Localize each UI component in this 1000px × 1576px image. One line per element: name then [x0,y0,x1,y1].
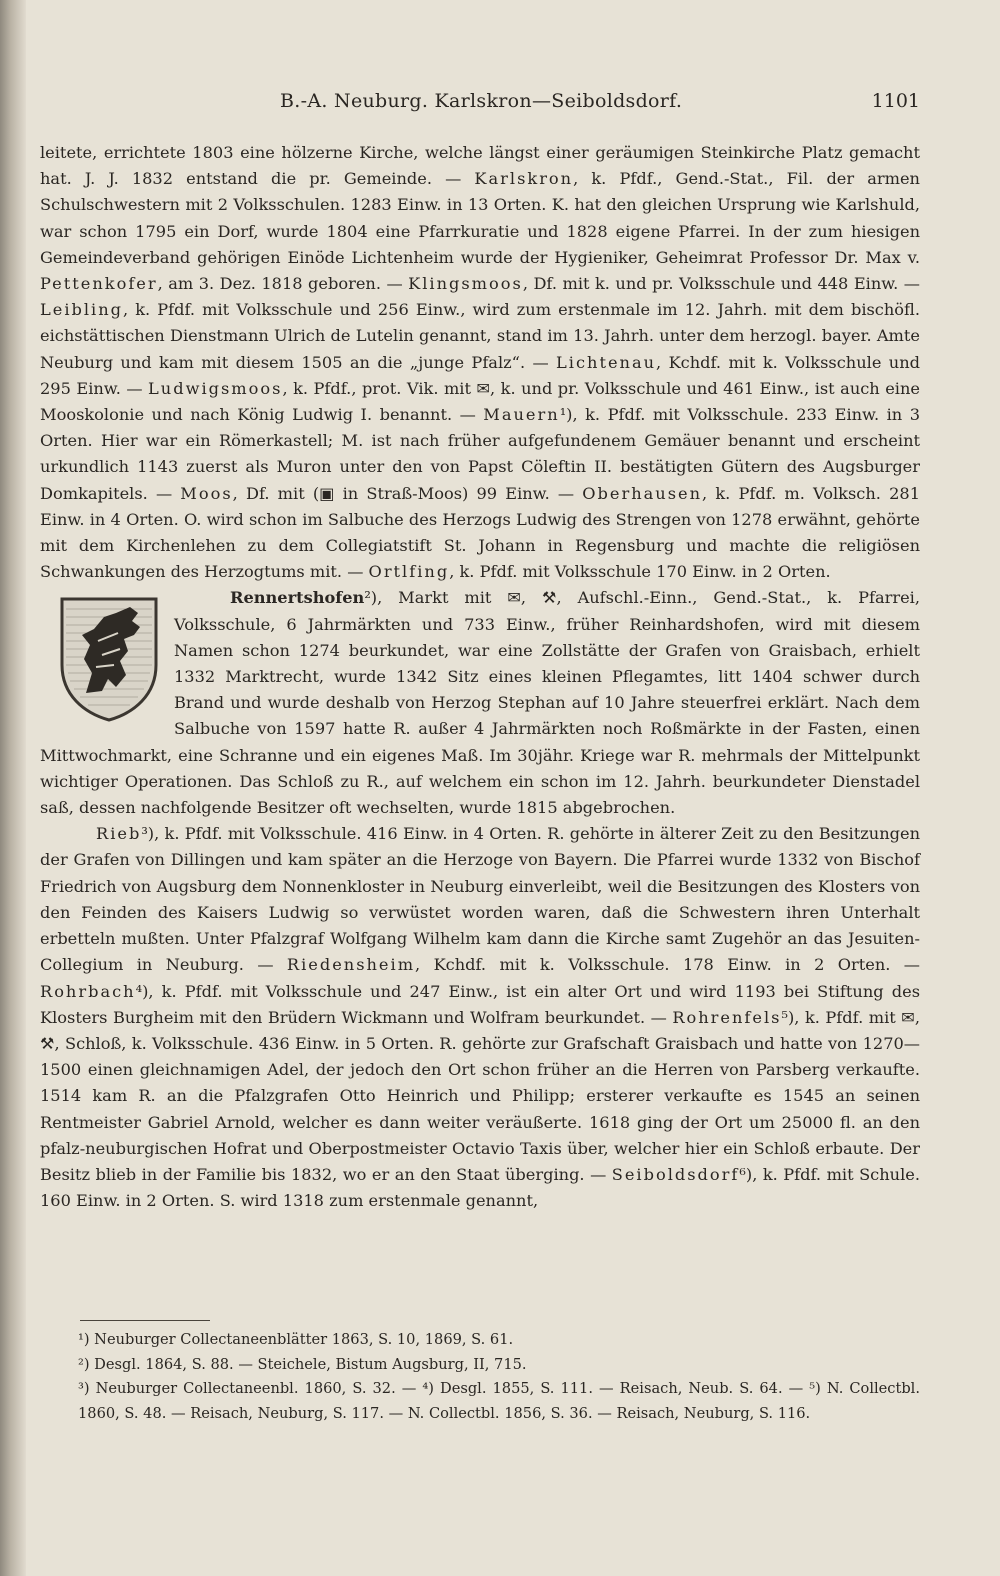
place-name: Ortlfing [368,562,450,582]
text-run: ⁴), k. Pfdf. mit Volksschule und 247 Einw., ist ein alter Ort und wird 1193 bei Stiftung des Klosters Burgheim mit den Brüdern Wickmann und Wolfram beurkundet. — [40,981,920,1027]
place-name: Klingsmoos [408,274,523,294]
paragraph-rieb [40,821,920,1214]
text-run: , Df. mit (▣ in Straß-Moos) 99 Einw. — [232,483,583,503]
place-name: Ludwigsmoos [148,378,283,398]
running-header [40,90,920,120]
place-name: Mauern [483,405,560,425]
text-run: , k. Pfdf. m. Volksch. 281 Einw. in 4 Orten. O. wird schon im Salbuche des Herzogs Ludwig des Strengen von 1278 erwähnt, gehörte mit dem Kirchenlehen zu dem Collegiatstift St. Johann in Regensburg und machte die religiösen Schwankungen des Herzogtums mit. — [40,483,920,582]
heraldic-shield-icon [58,595,160,723]
footnote-rule [80,1320,210,1321]
text-run: ⁶), k. Pfdf. mit Schule. 160 Einw. in 2 Orten. S. wird 1318 zum erstenmale genannt, [40,1164,920,1211]
place-name: Leibling [40,300,124,320]
text-run: ³), k. Pfdf. mit Volksschule. 416 Einw. in 4 Orten. R. gehörte in älterer Zeit zu den Besitzungen der Grafen von Dillingen und kam später an die Herzoge von Bayern. Die Pfarrei wurde 1332 von Bischof Friedrich von Augsburg dem Nonnenkloster in Neuburg einverleibt, weil die Besitzungen des Klosters von den Feinden des Kaisers Ludwig so verwüstet worden waren, daß die Schwestern ihren Unterhalt erbetteln mußten. Unter Pfalzgraf Wolfgang Wilhelm kam dann die Kirche samt Zugehör an das Jesuiten-Collegium in Neuburg. — [40,824,920,975]
entry-heading: Rennertshofen [230,588,365,608]
text-run: ²), Markt mit ✉, ⚒, Aufschl.-Einn., Gend.-Stat., k. Pfarrei, Volksschule, 6 Jahrmärkten und 733 Einw., früher Reinhardshofen, wird mit diesem Namen schon 1274 beurkundet, war eine Zollstätte der Grafen von Graisbach, erhielt 1332 Marktrecht, wurde 1342 Sitz eines kleinen Pflegamtes, litt 1404 schwer durch Brand und wurde deshalb von Herzog Stephan auf 10 Jahre steuerfrei erklärt. Nach dem Salbuche von 1597 hatte R. außer 4 Jahrmärkten noch Roßmärkte in der Fasten, einen Mittwochmarkt, eine Schranne und ein eigenes Maß. Im 30jähr. Kriege war R. mehrmals der Mittelpunkt wichtiger Operationen. Das Schloß zu R., auf welchem ein schon im 12. Jahrh. beurkundeter Dienstadel saß, dessen nachfolgende Besitzer oft wechselten, wurde 1815 abgebrochen. [40,588,920,818]
place-name: Pettenkofer [40,274,158,294]
paragraph-karlskron [40,140,920,585]
place-name: Oberhausen [582,483,703,503]
text-run: leitete, errichtete 1803 eine hölzerne Kirche, welche längst einer geräumigen Steinkirche Platz gemacht hat. J. J. 1832 entstand die pr. Gemeinde. — [40,143,920,189]
place-name: Rohrenfels [672,1007,782,1027]
text-run: , k. Pfdf. mit Volksschule 170 Einw. in 2 Orten. [449,562,831,582]
place-name: Rieb [96,824,142,844]
running-title: B.-A. Neuburg. Karlskron—Seiboldsdorf. [280,90,683,112]
text-run: , Kchdf. mit k. Volksschule. 178 Einw. in 2 Orten. — [415,955,920,975]
book-page [40,0,970,1576]
coat-of-arms [58,595,160,723]
footnote: ³) Neuburger Collectaneenbl. 1860, S. 32. — ⁴) Desgl. 1855, S. 111. — Reisach, Neub. S. 64. — ⁵) N. Collectbl. 1860, S. 48. — Reisach, Neuburg, S. 117. — N. Collectbl. 1856, S. 36. — Reisach, Neuburg, S. 116. [78,1380,920,1422]
place-name: Rohrbach [40,981,136,1001]
paragraph-rennertshofen [40,585,920,821]
text-run: , k. Pfdf., prot. Vik. mit ✉, k. und pr. Volksschule und 461 Einw., ist auch eine Mooskolonie und nach König Ludwig I. benannt. — [40,378,920,425]
text-run: , k. Pfdf. mit Volksschule und 256 Einw., wird zum erstenmale im 12. Jahrh. mit dem bischöfl. eichstättischen Dienstmann Ulrich de Lutelin genannt, stand im 13. Jahrh. unter dem herzogl. bayer. Amte Neuburg und kam mit diesem 1505 an die „junge Pfalz“. — [40,300,920,372]
place-name: Seiboldsdorf [611,1164,740,1184]
text-run: , k. Pfdf., Gend.-Stat., Fil. der armen Schulschwestern mit 2 Volksschulen. 1283 Einw. in 13 Orten. K. hat den gleichen Ursprung wie Karlshuld, war schon 1795 ein Dorf, wurde 1804 eine Pfarrkuratie und 1828 eigene Pfarrei. In der zum hiesigen Gemeindeverband gehörigen Einöde Lichtenheim wurde der Hygieniker, Geheimrat Professor Dr. Max v. [40,169,920,267]
place-name: Lichtenau [556,352,657,372]
book-spine-shadow [0,0,26,1576]
main-text [40,140,920,1214]
place-name: Riedensheim [286,955,416,975]
text-run: , Kchdf. mit k. Volksschule und 295 Einw. — [40,352,920,398]
place-name: Karlskron [474,169,574,189]
text-run: ¹), k. Pfdf. mit Volksschule. 233 Einw. in 3 Orten. Hier war ein Römerkastell; M. ist nach früher aufgefundenem Gemäuer benannt und erscheint urkundlich 1143 zuerst als Muron unter den von Papst Cöleftin II. bestätigten Gütern des Augsburger Domkapitels. — [40,405,921,503]
footnote: ¹) Neuburger Collectaneenblätter 1863, S. 10, 1869, S. 61. [78,1331,514,1348]
place-name: Moos [180,483,233,503]
page-number: 1101 [871,90,920,112]
text-run: , am 3. Dez. 1818 geboren. — [157,274,409,294]
footnote: ²) Desgl. 1864, S. 88. — Steichele, Bistum Augsburg, II, 715. [78,1355,527,1373]
text-run: ⁵), k. Pfdf. mit ✉, ⚒, Schloß, k. Volksschule. 436 Einw. in 5 Orten. R. gehörte zur Grafschaft Graisbach und hatte von 1270—1500 einen gleichnamigen Adel, der jedoch den Ort schon früher an die Herren von Parsberg verkaufte. 1514 kam R. an die Pfalzgrafen Otto Heinrich und Philipp; ersterer verkaufte es 1545 an seinen Rentmeister Gabriel Arnold, welcher es dann weiter veräußerte. 1618 ging der Ort um 25000 fl. an den pfalz-neuburgischen Hofrat und Oberpostmeister Octavio Taxis über, welcher hier ein Schloß erbaute. Der Besitz blieb in der Familie bis 1832, wo er an den Staat überging. — [40,1007,920,1184]
text-run: , Df. mit k. und pr. Volksschule und 448 Einw. — [522,274,920,294]
footnotes [40,1328,920,1426]
